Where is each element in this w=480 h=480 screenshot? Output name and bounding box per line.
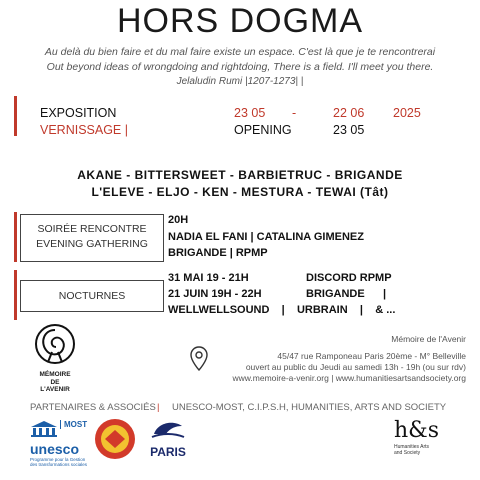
soiree-accent-bar — [14, 212, 17, 262]
memoire-logo-line1: MÉMOIRE — [39, 371, 71, 378]
partners-list: UNESCO-MOST, C.I.P.S.H, HUMANITIES, ARTS AND SOCIETY — [172, 402, 447, 413]
location-pin-icon — [190, 346, 208, 377]
memoire-logo-line2: DE — [50, 378, 60, 386]
has-logo — [394, 418, 442, 456]
exposition-label: EXPOSITION — [40, 106, 117, 120]
nocturne-1-date: 31 MAI 19 - 21H — [168, 272, 249, 284]
opening-label: OPENING — [234, 123, 292, 137]
nocturnes-label: NOCTURNES — [58, 290, 126, 302]
unesco-sub-2: des transformations sociales — [30, 462, 88, 467]
partners-label: PARTENAIRES & ASSOCIÉS — [30, 402, 156, 413]
nocturne-2-date: 21 JUIN 19H - 22H — [168, 288, 262, 300]
cipsh-emblem-icon — [94, 418, 136, 460]
paris-logo — [148, 418, 188, 459]
venue-street: 45/47 rue Ramponeau Paris 20ème - M° Belleville — [277, 351, 466, 361]
venue-web[interactable]: www.memoire-a-venir.org | www.humanitiesartsandsociety.org — [232, 373, 466, 383]
memoire-logo-mark — [30, 322, 80, 366]
venue-name: Mémoire de l'Avenir — [391, 334, 466, 344]
artists-line-2: L'ELEVE - ELJO - KEN - MESTURA - TEWAI (Tât) — [91, 185, 389, 199]
soiree-label-line2: EVENING GATHERING — [36, 238, 148, 250]
quote-french: Au delà du bien faire et du mal faire existe un espace. C'est là que je te rencontrerai — [44, 46, 436, 58]
venue-hours: ouvert au public du Jeudi au samedi 13h - 19h (ou sur rdv) — [245, 362, 466, 372]
artists-line-1: AKANE - BITTERSWEET - BARBIETRUC - BRIGANDE — [77, 168, 403, 182]
memoire-logo — [30, 322, 80, 392]
unesco-sub-1: Programme pour la Gestion — [30, 457, 86, 462]
nocturnes-accent-bar — [14, 270, 17, 320]
nocturnes-label-box — [20, 280, 164, 312]
vernissage-label: VERNISSAGE | — [40, 123, 128, 137]
quote-english: Out beyond ideas of wrongdoing and rightdoing, There is a field. I'll meet you there. — [46, 61, 434, 73]
soiree-line-1: NADIA EL FANI | CATALINA GIMENEZ — [168, 231, 364, 243]
opening-date: 23 05 — [333, 123, 365, 137]
most-logo: MOST — [60, 420, 87, 429]
paris-ship-icon — [148, 418, 188, 440]
unesco-temple-icon — [30, 420, 58, 438]
has-sub: Humanities Arts and Society — [394, 444, 430, 456]
paris-wordmark: PARIS — [150, 445, 186, 459]
has-wordmark: h&s — [394, 418, 440, 443]
soiree-label-box — [20, 214, 164, 262]
memoire-logo-line3: L'AVENIR — [40, 386, 70, 393]
exposition-year: 2025 — [393, 106, 421, 120]
page-title: HORS DOGMA — [116, 2, 364, 40]
cipsh-logo — [94, 418, 136, 460]
unesco-wordmark: unesco — [30, 441, 80, 457]
quote-author: Jelaludin Rumi |1207-1273| | — [176, 76, 304, 87]
nocturne-1-event: DISCORD RPMP — [306, 272, 392, 284]
dates-accent-bar — [14, 96, 17, 136]
soiree-time: 20H — [168, 214, 189, 226]
exposition-dash: - — [292, 106, 297, 120]
exposition-end: 22 06 — [333, 106, 365, 120]
nocturne-3: WELLWELLSOUND | URBRAIN | & ... — [168, 304, 396, 316]
exposition-start: 23 05 — [234, 106, 266, 120]
nocturne-2-event: BRIGANDE | — [306, 288, 387, 300]
soiree-line-2: BRIGANDE | RPMP — [168, 247, 268, 259]
soiree-label-line1: SOIRÉE RENCONTRE — [37, 223, 147, 235]
partners-separator: | — [157, 402, 160, 413]
